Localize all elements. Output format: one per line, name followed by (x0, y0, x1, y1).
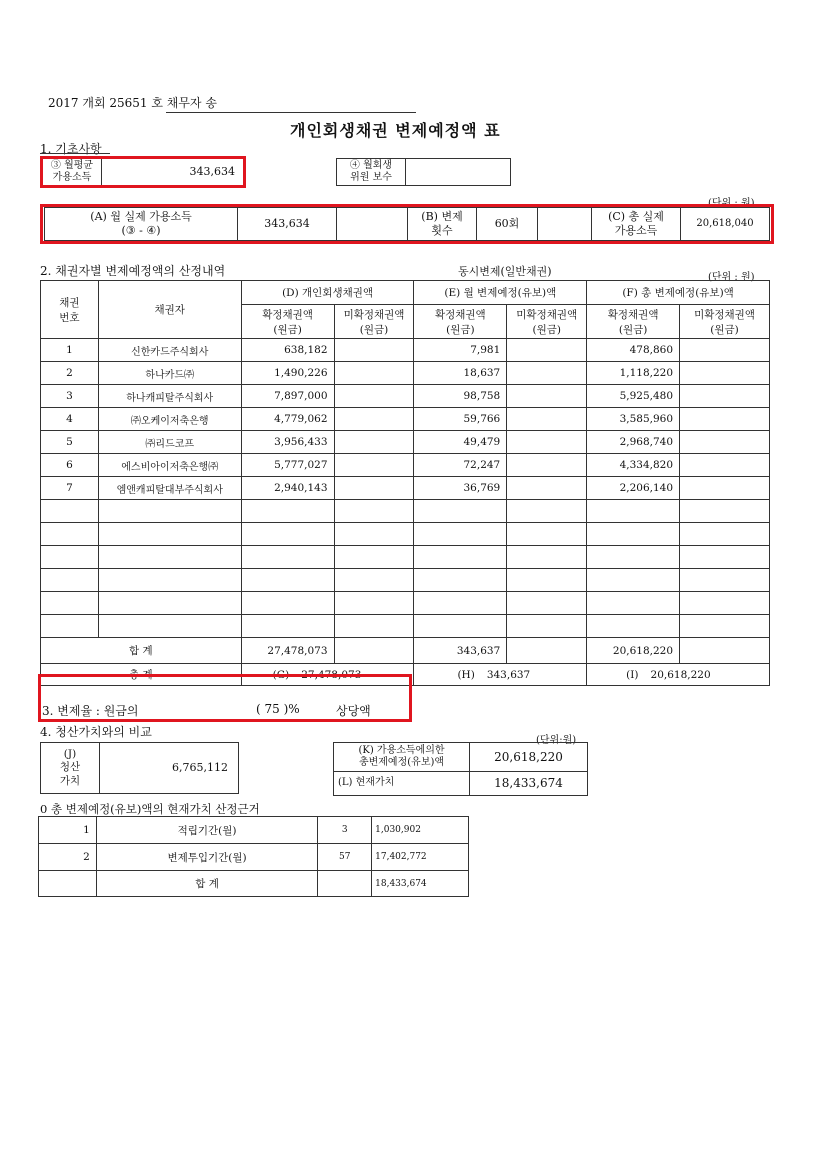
liquidation-value: 6,765,112 (99, 742, 239, 794)
creditor-name: ㈜오케이저축은행 (98, 408, 241, 431)
creditor-blank (334, 408, 414, 431)
pv-months: 3 (318, 817, 372, 844)
creditor-name: 신한카드주식회사 (98, 339, 241, 362)
creditor-blank (680, 454, 770, 477)
sub-fixed (587, 305, 680, 339)
creditor-e (414, 615, 507, 638)
table-row (41, 500, 770, 523)
table-row (41, 546, 770, 569)
creditor-name: 하나카드㈜ (98, 362, 241, 385)
present-value-table (38, 816, 469, 897)
table-row (41, 569, 770, 592)
liquidation-label (40, 742, 100, 794)
total-h-label: (H) (457, 668, 475, 681)
creditor-e: 49,479 (414, 431, 507, 454)
monthly-income-label-2: (③ - ④) (121, 224, 161, 237)
creditor-blank (507, 339, 587, 362)
income-label-2: 가용소득 (52, 172, 92, 183)
table-row (41, 362, 770, 385)
subtotal-blank (334, 638, 414, 664)
creditor-name (98, 615, 241, 638)
creditor-blank (680, 431, 770, 454)
pv-value: 1,030,902 (372, 817, 469, 844)
total-label: 총 계 (41, 664, 242, 686)
creditor-blank (680, 362, 770, 385)
col-creditor: 채권자 (98, 281, 241, 339)
creditor-no: 5 (41, 431, 99, 454)
creditor-d (241, 615, 334, 638)
subtotal-d: 27,478,073 (241, 638, 334, 664)
subtotal-blank (680, 638, 770, 664)
section4-unit: (단위:원) (536, 735, 577, 746)
k-label-2: 총변제예정(유보)액 (358, 757, 445, 768)
creditor-f: 478,860 (587, 339, 680, 362)
sub-unfixed-1: 미확정채권액 (516, 308, 578, 321)
sub-unfixed-2: (원금) (359, 323, 389, 336)
creditor-f (587, 569, 680, 592)
subtotal-f: 20,618,220 (587, 638, 680, 664)
creditor-name (98, 546, 241, 569)
creditor-f (587, 523, 680, 546)
section2-subtitle: 동시변제(일반채권) (458, 265, 552, 278)
subtotal-e: 343,637 (414, 638, 507, 664)
creditor-no (41, 500, 99, 523)
section4-heading: 4. 청산가치와의 비교 (40, 725, 152, 739)
creditor-f: 5,925,480 (587, 385, 680, 408)
creditor-no (41, 615, 99, 638)
creditor-name (98, 569, 241, 592)
section2-unit: (단위 : 원) (708, 272, 755, 283)
creditor-e: 59,766 (414, 408, 507, 431)
sub-unfixed (680, 305, 770, 339)
creditor-blank (507, 408, 587, 431)
creditor-f: 3,585,960 (587, 408, 680, 431)
creditor-no: 3 (41, 385, 99, 408)
sub-fixed-2: (원금) (273, 323, 302, 336)
k-label (333, 742, 470, 772)
pv-total-blank (39, 871, 97, 897)
table-row (41, 523, 770, 546)
creditor-e: 72,247 (414, 454, 507, 477)
liquidation-label-2: 청산 (59, 761, 81, 774)
k-value: 20,618,220 (469, 742, 588, 772)
pv-no: 2 (39, 844, 97, 871)
sub-fixed-1: 확정채권액 (262, 308, 313, 321)
total-income-value: 20,618,040 (680, 207, 770, 241)
l-value: 18,433,674 (469, 771, 588, 796)
creditor-blank (334, 523, 414, 546)
sub-fixed (241, 305, 334, 339)
creditor-blank (507, 454, 587, 477)
pv-total-blank (318, 871, 372, 897)
pv-name: 변제투입기간(월) (96, 844, 317, 871)
creditor-f (587, 592, 680, 615)
col-d: (D) 개인회생채권액 (241, 281, 414, 305)
commissioner-fee-label (336, 158, 406, 186)
creditor-d (241, 592, 334, 615)
pv-name: 적립기간(월) (96, 817, 317, 844)
creditor-blank (507, 615, 587, 638)
highlight-income-row (40, 204, 774, 244)
creditor-f: 2,968,740 (587, 431, 680, 454)
pv-total-label: 합 계 (96, 871, 317, 897)
creditor-d (241, 569, 334, 592)
commissioner-fee-label-2: 위원 보수 (350, 172, 392, 183)
creditor-d (241, 546, 334, 569)
creditor-d: 2,940,143 (241, 477, 334, 500)
page-title: 개인회생채권 변제예정액 표 (290, 121, 501, 140)
creditor-blank (680, 385, 770, 408)
table-row (41, 454, 770, 477)
sub-unfixed-2: (원금) (710, 323, 739, 336)
creditor-blank (507, 385, 587, 408)
table-row (39, 817, 469, 844)
repayment-count-value: 60회 (476, 207, 538, 241)
creditor-no: 1 (41, 339, 99, 362)
creditor-f (587, 500, 680, 523)
commissioner-fee-label-1: ④ 월회생 (349, 159, 393, 171)
creditor-blank (507, 523, 587, 546)
creditor-blank (334, 592, 414, 615)
creditor-e: 7,981 (414, 339, 507, 362)
total-g-label: (G) (272, 668, 290, 681)
table-row (41, 615, 770, 638)
creditor-table (40, 280, 770, 686)
col-f: (F) 총 변제예정(유보)액 (587, 281, 770, 305)
sub-unfixed-1: 미확정채권액 (343, 308, 405, 321)
section1-unit: (단위 : 원) (708, 198, 755, 209)
rate-value: ( 75 )% (256, 702, 300, 716)
sub-unfixed (334, 305, 414, 339)
table-row (41, 339, 770, 362)
sub-fixed-1: 확정채권액 (607, 308, 659, 321)
total-income-label-1: (C) 총 실제 (608, 210, 664, 224)
rate-label: 3. 변제율 : 원금의 (42, 704, 139, 718)
creditor-e (414, 546, 507, 569)
creditor-blank (507, 569, 587, 592)
liquidation-label-3: 가치 (59, 774, 81, 787)
sub-unfixed-1: 미확정채권액 (694, 308, 755, 321)
creditor-no (41, 592, 99, 615)
rate-suffix: 상당액 (336, 704, 371, 718)
repayment-count-label-1: (B) 변제 (421, 210, 463, 224)
creditor-no (41, 546, 99, 569)
creditor-f (587, 546, 680, 569)
table-row (41, 592, 770, 615)
creditor-blank (680, 339, 770, 362)
header-rule (166, 112, 416, 113)
creditor-e: 36,769 (414, 477, 507, 500)
table-row (41, 431, 770, 454)
creditor-f: 4,334,820 (587, 454, 680, 477)
subtotal-blank (507, 638, 587, 664)
creditor-blank (334, 546, 414, 569)
creditor-blank (507, 500, 587, 523)
creditor-blank (507, 592, 587, 615)
total-h (414, 664, 587, 686)
section2-heading: 2. 채권자별 변제예정액의 산정내역 (40, 264, 226, 278)
pv-total-value: 18,433,674 (372, 871, 469, 897)
sub-fixed (414, 305, 507, 339)
creditor-name (98, 592, 241, 615)
l-label: (L) 현재가치 (333, 771, 470, 796)
creditor-blank (680, 523, 770, 546)
table-row (41, 385, 770, 408)
sub-fixed-2: (원금) (446, 323, 475, 336)
income-value: 343,634 (101, 158, 244, 186)
total-g-value: 27,478,073 (301, 668, 362, 681)
creditor-blank (334, 385, 414, 408)
creditor-f (587, 615, 680, 638)
col-no (41, 281, 99, 339)
total-h-value: 343,637 (486, 668, 531, 681)
creditor-blank (334, 477, 414, 500)
creditor-blank (334, 339, 414, 362)
creditor-blank (680, 592, 770, 615)
creditor-e (414, 500, 507, 523)
case-header: 2017 개회 25651 호 채무자 송 (48, 96, 217, 110)
sub-unfixed-2: (원금) (532, 323, 561, 336)
total-i-label: (I) (626, 668, 639, 681)
k-label-1: (K) 가용소득에의한 (358, 744, 445, 756)
creditor-no (41, 569, 99, 592)
repayment-count-label-2: 횟수 (431, 224, 453, 237)
creditor-name: 에스비아이저축은행㈜ (98, 454, 241, 477)
creditor-blank (507, 362, 587, 385)
creditor-f: 1,118,220 (587, 362, 680, 385)
creditor-name: 하나캐피탈주식회사 (98, 385, 241, 408)
monthly-income-label-1: (A) 월 실제 가용소득 (90, 210, 192, 224)
table-row (39, 844, 469, 871)
creditor-blank (680, 569, 770, 592)
creditor-e (414, 592, 507, 615)
creditor-blank (334, 500, 414, 523)
pv-months: 57 (318, 844, 372, 871)
monthly-income-value: 343,634 (237, 207, 337, 241)
subtotal-label: 합 계 (41, 638, 242, 664)
creditor-no: 7 (41, 477, 99, 500)
creditor-name: ㈜리드코프 (98, 431, 241, 454)
creditor-d (241, 523, 334, 546)
commissioner-fee-value (405, 158, 511, 186)
highlight-income (40, 156, 246, 188)
creditor-blank (680, 500, 770, 523)
creditor-no: 4 (41, 408, 99, 431)
creditor-d: 4,779,062 (241, 408, 334, 431)
creditor-e: 98,758 (414, 385, 507, 408)
creditor-blank (334, 569, 414, 592)
creditor-blank (680, 477, 770, 500)
sub-unfixed (507, 305, 587, 339)
creditor-f: 2,206,140 (587, 477, 680, 500)
creditor-no: 2 (41, 362, 99, 385)
sub-fixed-1: 확정채권액 (434, 308, 486, 321)
creditor-d: 5,777,027 (241, 454, 334, 477)
creditor-blank (507, 477, 587, 500)
sub-fixed-2: (원금) (618, 323, 648, 336)
creditor-blank (680, 546, 770, 569)
creditor-blank (507, 546, 587, 569)
creditor-no (41, 523, 99, 546)
col-e: (E) 월 변제예정(유보)액 (414, 281, 587, 305)
creditor-blank (334, 431, 414, 454)
total-income-label-2: 가용소득 (614, 224, 658, 237)
creditor-blank (334, 454, 414, 477)
pv-no: 1 (39, 817, 97, 844)
table-row (41, 477, 770, 500)
creditor-e (414, 569, 507, 592)
section1-rule (40, 153, 110, 154)
creditor-e (414, 523, 507, 546)
pv-value: 17,402,772 (372, 844, 469, 871)
col-no-1: 채권 (59, 296, 80, 309)
liquidation-label-1: (J) (63, 748, 77, 761)
creditor-blank (680, 615, 770, 638)
creditor-e: 18,637 (414, 362, 507, 385)
creditor-no: 6 (41, 454, 99, 477)
creditor-d: 3,956,433 (241, 431, 334, 454)
col-no-2: 번호 (59, 311, 80, 324)
creditor-name: 엠앤캐피탈대부주식회사 (98, 477, 241, 500)
section5-heading: 0 총 변제예정(유보)액의 현재가치 산정근거 (40, 802, 260, 816)
table-row (41, 408, 770, 431)
total-i (587, 664, 770, 686)
creditor-d: 638,182 (241, 339, 334, 362)
income-label-1: ③ 월평균 (50, 159, 94, 171)
total-i-value: 20,618,220 (650, 668, 711, 681)
creditor-d (241, 500, 334, 523)
creditor-d: 1,490,226 (241, 362, 334, 385)
creditor-blank (334, 615, 414, 638)
section1-heading: 1. 기초사항 (40, 142, 102, 156)
creditor-d: 7,897,000 (241, 385, 334, 408)
creditor-blank (507, 431, 587, 454)
creditor-blank (334, 362, 414, 385)
creditor-name (98, 500, 241, 523)
creditor-blank (680, 408, 770, 431)
creditor-name (98, 523, 241, 546)
